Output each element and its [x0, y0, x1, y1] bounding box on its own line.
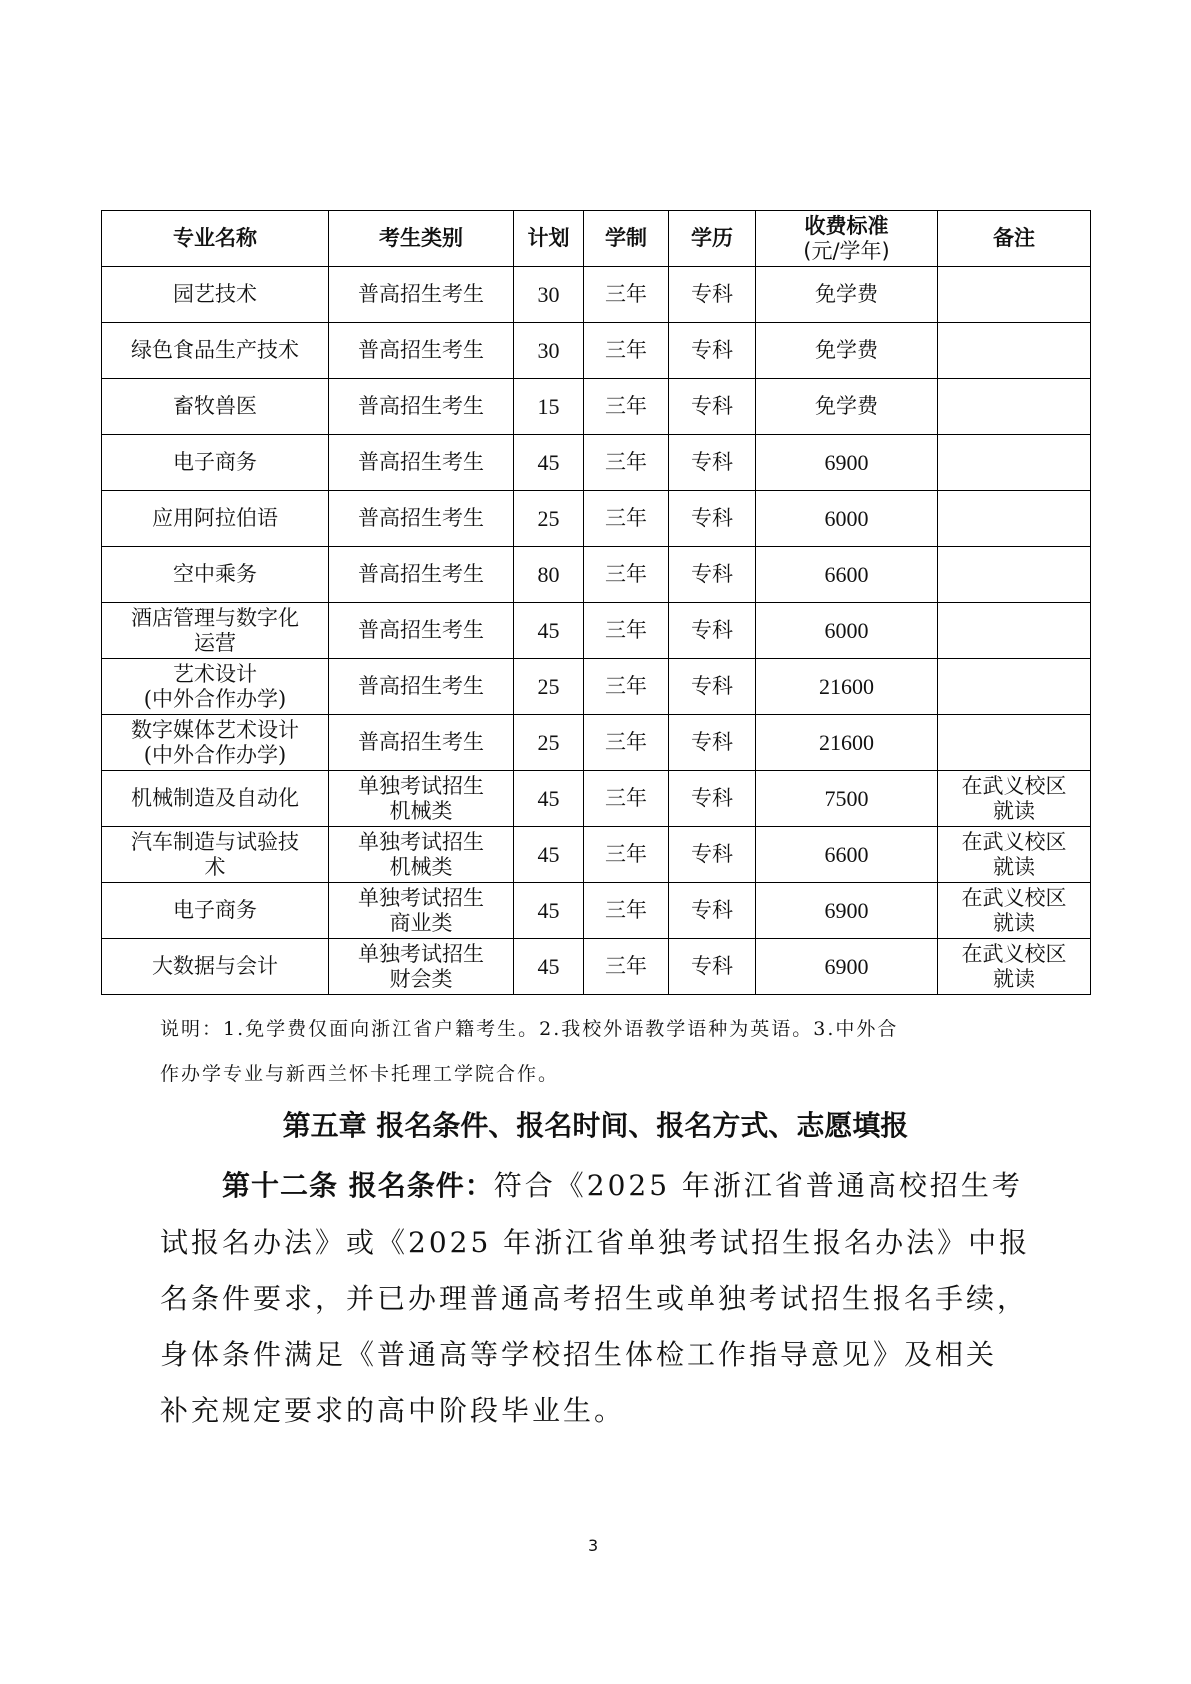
article-12-line-1	[222, 1164, 1023, 1204]
header-fee	[756, 211, 938, 267]
cell-duration: 三年	[584, 771, 669, 827]
cell-remark	[938, 659, 1091, 715]
cell-category: 单独考试招生 财会类	[329, 939, 514, 995]
cell-duration: 三年	[584, 659, 669, 715]
cell-remark: 在武义校区 就读	[938, 771, 1091, 827]
cell-category: 单独考试招生 机械类	[329, 771, 514, 827]
cell-duration: 三年	[584, 547, 669, 603]
cell-remark: 在武义校区 就读	[938, 883, 1091, 939]
cell-fee: 21600	[756, 715, 938, 771]
table-row	[102, 603, 1091, 659]
table-row	[102, 939, 1091, 995]
cell-category: 普高招生考生	[329, 547, 514, 603]
cell-duration: 三年	[584, 267, 669, 323]
cell-fee: 免学费	[756, 379, 938, 435]
enrollment-plan-table	[101, 210, 1091, 995]
cell-category: 普高招生考生	[329, 379, 514, 435]
cell-category: 普高招生考生	[329, 267, 514, 323]
cell-plan: 45	[514, 883, 584, 939]
table-row	[102, 659, 1091, 715]
header-plan: 计划	[514, 211, 584, 267]
cell-major: 空中乘务	[102, 547, 329, 603]
cell-fee: 6600	[756, 547, 938, 603]
cell-category: 单独考试招生 商业类	[329, 883, 514, 939]
table-row	[102, 827, 1091, 883]
cell-duration: 三年	[584, 939, 669, 995]
cell-duration: 三年	[584, 827, 669, 883]
cell-fee: 6900	[756, 883, 938, 939]
cell-level: 专科	[669, 715, 756, 771]
cell-level: 专科	[669, 827, 756, 883]
chapter-title: 第五章 报名条件、报名时间、报名方式、志愿填报	[282, 1109, 909, 1142]
cell-remark	[938, 267, 1091, 323]
cell-duration: 三年	[584, 715, 669, 771]
cell-fee: 6600	[756, 827, 938, 883]
cell-plan: 45	[514, 827, 584, 883]
cell-fee: 7500	[756, 771, 938, 827]
cell-major: 园艺技术	[102, 267, 329, 323]
cell-major: 绿色食品生产技术	[102, 323, 329, 379]
header-fee-line2: (元/学年)	[803, 238, 890, 263]
cell-major: 艺术设计 (中外合作办学)	[102, 659, 329, 715]
cell-level: 专科	[669, 323, 756, 379]
cell-major: 汽车制造与试验技 术	[102, 827, 329, 883]
cell-plan: 45	[514, 603, 584, 659]
cell-major: 电子商务	[102, 435, 329, 491]
cell-major: 畜牧兽医	[102, 379, 329, 435]
cell-fee: 免学费	[756, 323, 938, 379]
cell-level: 专科	[669, 491, 756, 547]
note-line-1: 说明：1.免学费仅面向浙江省户籍考生。2.我校外语教学语种为英语。3.中外合	[160, 1018, 899, 1040]
cell-major: 大数据与会计	[102, 939, 329, 995]
cell-level: 专科	[669, 267, 756, 323]
cell-category: 普高招生考生	[329, 435, 514, 491]
article-12-label: 第十二条 报名条件：	[222, 1169, 494, 1202]
table-row	[102, 715, 1091, 771]
cell-category: 普高招生考生	[329, 603, 514, 659]
table-row	[102, 491, 1091, 547]
cell-remark	[938, 715, 1091, 771]
cell-fee: 6900	[756, 435, 938, 491]
cell-plan: 80	[514, 547, 584, 603]
cell-duration: 三年	[584, 883, 669, 939]
cell-category: 普高招生考生	[329, 659, 514, 715]
article-12-line-3: 名条件要求，并已办理普通高考招生或单独考试招生报名手续，	[160, 1282, 1029, 1315]
cell-plan: 25	[514, 715, 584, 771]
header-major: 专业名称	[102, 211, 329, 267]
cell-level: 专科	[669, 883, 756, 939]
cell-level: 专科	[669, 547, 756, 603]
cell-remark	[938, 435, 1091, 491]
cell-duration: 三年	[584, 603, 669, 659]
cell-plan: 30	[514, 267, 584, 323]
cell-level: 专科	[669, 379, 756, 435]
cell-duration: 三年	[584, 435, 669, 491]
cell-level: 专科	[669, 659, 756, 715]
cell-major: 应用阿拉伯语	[102, 491, 329, 547]
cell-category: 单独考试招生 机械类	[329, 827, 514, 883]
cell-remark: 在武义校区 就读	[938, 939, 1091, 995]
cell-major: 机械制造及自动化	[102, 771, 329, 827]
cell-remark	[938, 323, 1091, 379]
cell-fee: 6000	[756, 491, 938, 547]
header-fee-line1: 收费标准	[804, 213, 889, 238]
article-12-line-5: 补充规定要求的高中阶段毕业生。	[160, 1394, 626, 1427]
cell-remark	[938, 603, 1091, 659]
header-level: 学历	[669, 211, 756, 267]
note-line-2: 作办学专业与新西兰怀卡托理工学院合作。	[160, 1063, 560, 1085]
cell-category: 普高招生考生	[329, 323, 514, 379]
cell-category: 普高招生考生	[329, 715, 514, 771]
cell-remark: 在武义校区 就读	[938, 827, 1091, 883]
page-number: 3	[588, 1536, 599, 1555]
article-12-line-2: 试报名办法》或《2025 年浙江省单独考试招生报名办法》中报	[160, 1226, 1031, 1259]
cell-duration: 三年	[584, 491, 669, 547]
cell-duration: 三年	[584, 323, 669, 379]
cell-fee: 21600	[756, 659, 938, 715]
cell-level: 专科	[669, 435, 756, 491]
cell-category: 普高招生考生	[329, 491, 514, 547]
cell-duration: 三年	[584, 379, 669, 435]
header-category: 考生类别	[329, 211, 514, 267]
table-row	[102, 435, 1091, 491]
cell-plan: 25	[514, 659, 584, 715]
cell-plan: 30	[514, 323, 584, 379]
article-12-line-1-text: 符合《2025 年浙江省普通高校招生考	[493, 1169, 1023, 1202]
cell-major: 数字媒体艺术设计 (中外合作办学)	[102, 715, 329, 771]
cell-fee: 免学费	[756, 267, 938, 323]
header-remark: 备注	[938, 211, 1091, 267]
cell-plan: 45	[514, 939, 584, 995]
cell-remark	[938, 491, 1091, 547]
cell-fee: 6000	[756, 603, 938, 659]
table-row	[102, 379, 1091, 435]
cell-remark	[938, 379, 1091, 435]
article-12-line-4: 身体条件满足《普通高等学校招生体检工作指导意见》及相关	[160, 1338, 998, 1371]
table-row	[102, 323, 1091, 379]
table-body	[102, 267, 1091, 995]
header-duration: 学制	[584, 211, 669, 267]
table-row	[102, 547, 1091, 603]
table-row	[102, 267, 1091, 323]
cell-level: 专科	[669, 771, 756, 827]
cell-plan: 45	[514, 771, 584, 827]
cell-fee: 6900	[756, 939, 938, 995]
table-header-row	[102, 211, 1091, 267]
cell-major: 电子商务	[102, 883, 329, 939]
cell-plan: 25	[514, 491, 584, 547]
cell-remark	[938, 547, 1091, 603]
enrollment-plan-table-container	[101, 210, 1091, 995]
cell-major: 酒店管理与数字化 运营	[102, 603, 329, 659]
cell-level: 专科	[669, 939, 756, 995]
cell-level: 专科	[669, 603, 756, 659]
table-row	[102, 771, 1091, 827]
cell-plan: 15	[514, 379, 584, 435]
cell-plan: 45	[514, 435, 584, 491]
table-row	[102, 883, 1091, 939]
